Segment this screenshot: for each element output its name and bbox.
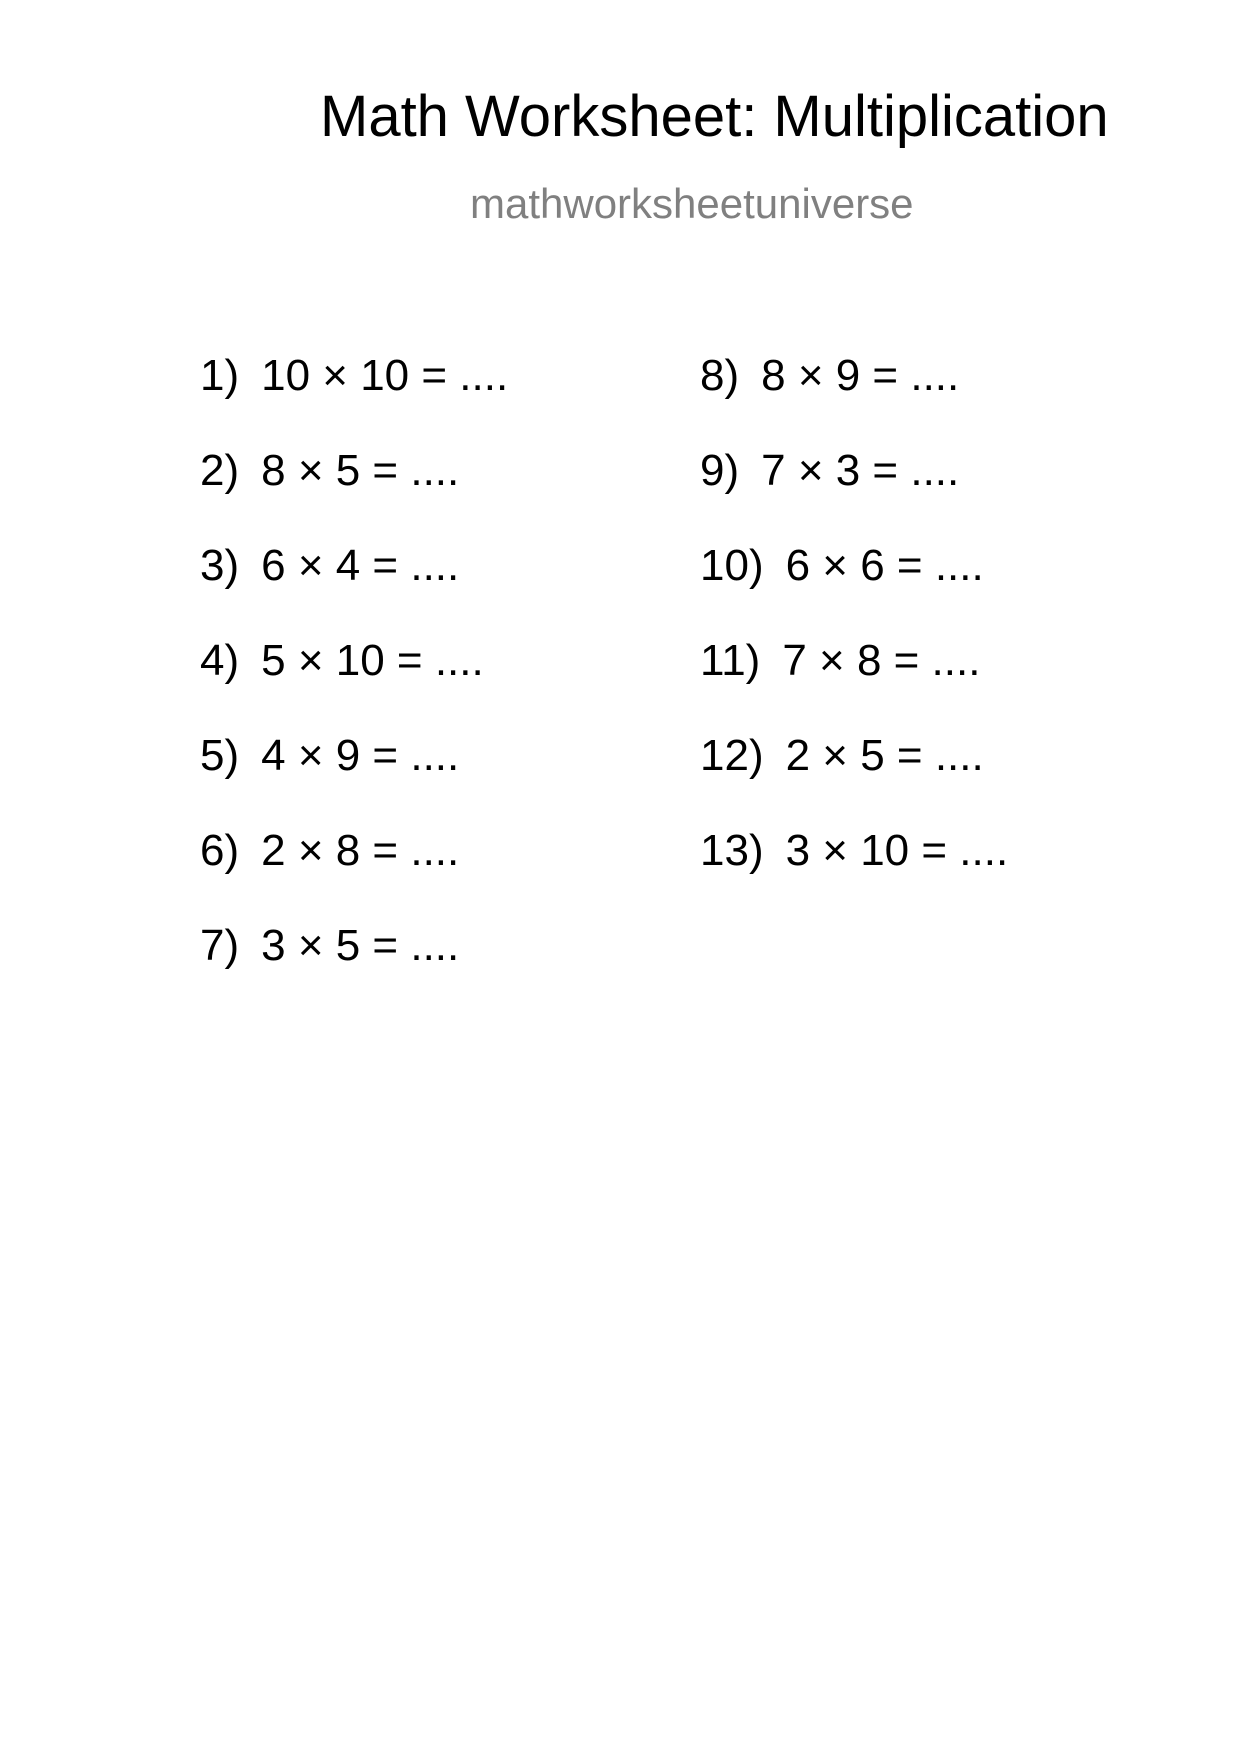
problem-expression: 6 × 4 = ....	[261, 541, 460, 590]
problem-expression: 2 × 8 = ....	[261, 826, 460, 875]
problem-item	[700, 350, 1008, 445]
problem-number: 5)	[200, 731, 240, 780]
problem-item	[200, 825, 508, 920]
problem-number: 11)	[700, 636, 761, 685]
worksheet-title: Math Worksheet: Multiplication	[320, 84, 1109, 149]
problem-expression: 10 × 10 = ....	[261, 351, 509, 400]
problem-number: 8)	[700, 351, 740, 400]
problem-item	[200, 350, 508, 445]
problem-expression: 5 × 10 = ....	[261, 636, 484, 685]
problem-item	[200, 920, 508, 1015]
problem-expression: 8 × 9 = ....	[761, 351, 960, 400]
problem-item	[700, 445, 1008, 540]
problem-number: 9)	[700, 446, 740, 495]
problem-expression: 3 × 5 = ....	[261, 921, 460, 970]
problem-item	[700, 635, 1008, 730]
problem-number: 6)	[200, 826, 240, 875]
problem-number: 3)	[200, 541, 240, 590]
problem-number: 12)	[700, 731, 764, 780]
problem-item	[200, 540, 508, 635]
problem-number: 7)	[200, 921, 240, 970]
problem-item	[200, 730, 508, 825]
problem-column-left	[200, 350, 508, 1015]
problem-expression: 7 × 8 = ....	[782, 636, 981, 685]
problem-number: 2)	[200, 446, 240, 495]
problem-item	[200, 635, 508, 730]
problem-number: 4)	[200, 636, 240, 685]
problem-item	[700, 540, 1008, 635]
problem-expression: 2 × 5 = ....	[785, 731, 984, 780]
problem-item	[700, 825, 1008, 920]
problem-item	[200, 445, 508, 540]
problem-expression: 7 × 3 = ....	[761, 446, 960, 495]
problem-number: 13)	[700, 826, 764, 875]
problem-expression: 6 × 6 = ....	[785, 541, 984, 590]
problem-number: 1)	[200, 351, 240, 400]
problem-item	[700, 730, 1008, 825]
problem-number: 10)	[700, 541, 764, 590]
problem-expression: 4 × 9 = ....	[261, 731, 460, 780]
problem-column-right	[700, 350, 1008, 920]
worksheet-subtitle: mathworksheetuniverse	[470, 180, 914, 227]
problem-expression: 8 × 5 = ....	[261, 446, 460, 495]
problem-expression: 3 × 10 = ....	[785, 826, 1009, 875]
